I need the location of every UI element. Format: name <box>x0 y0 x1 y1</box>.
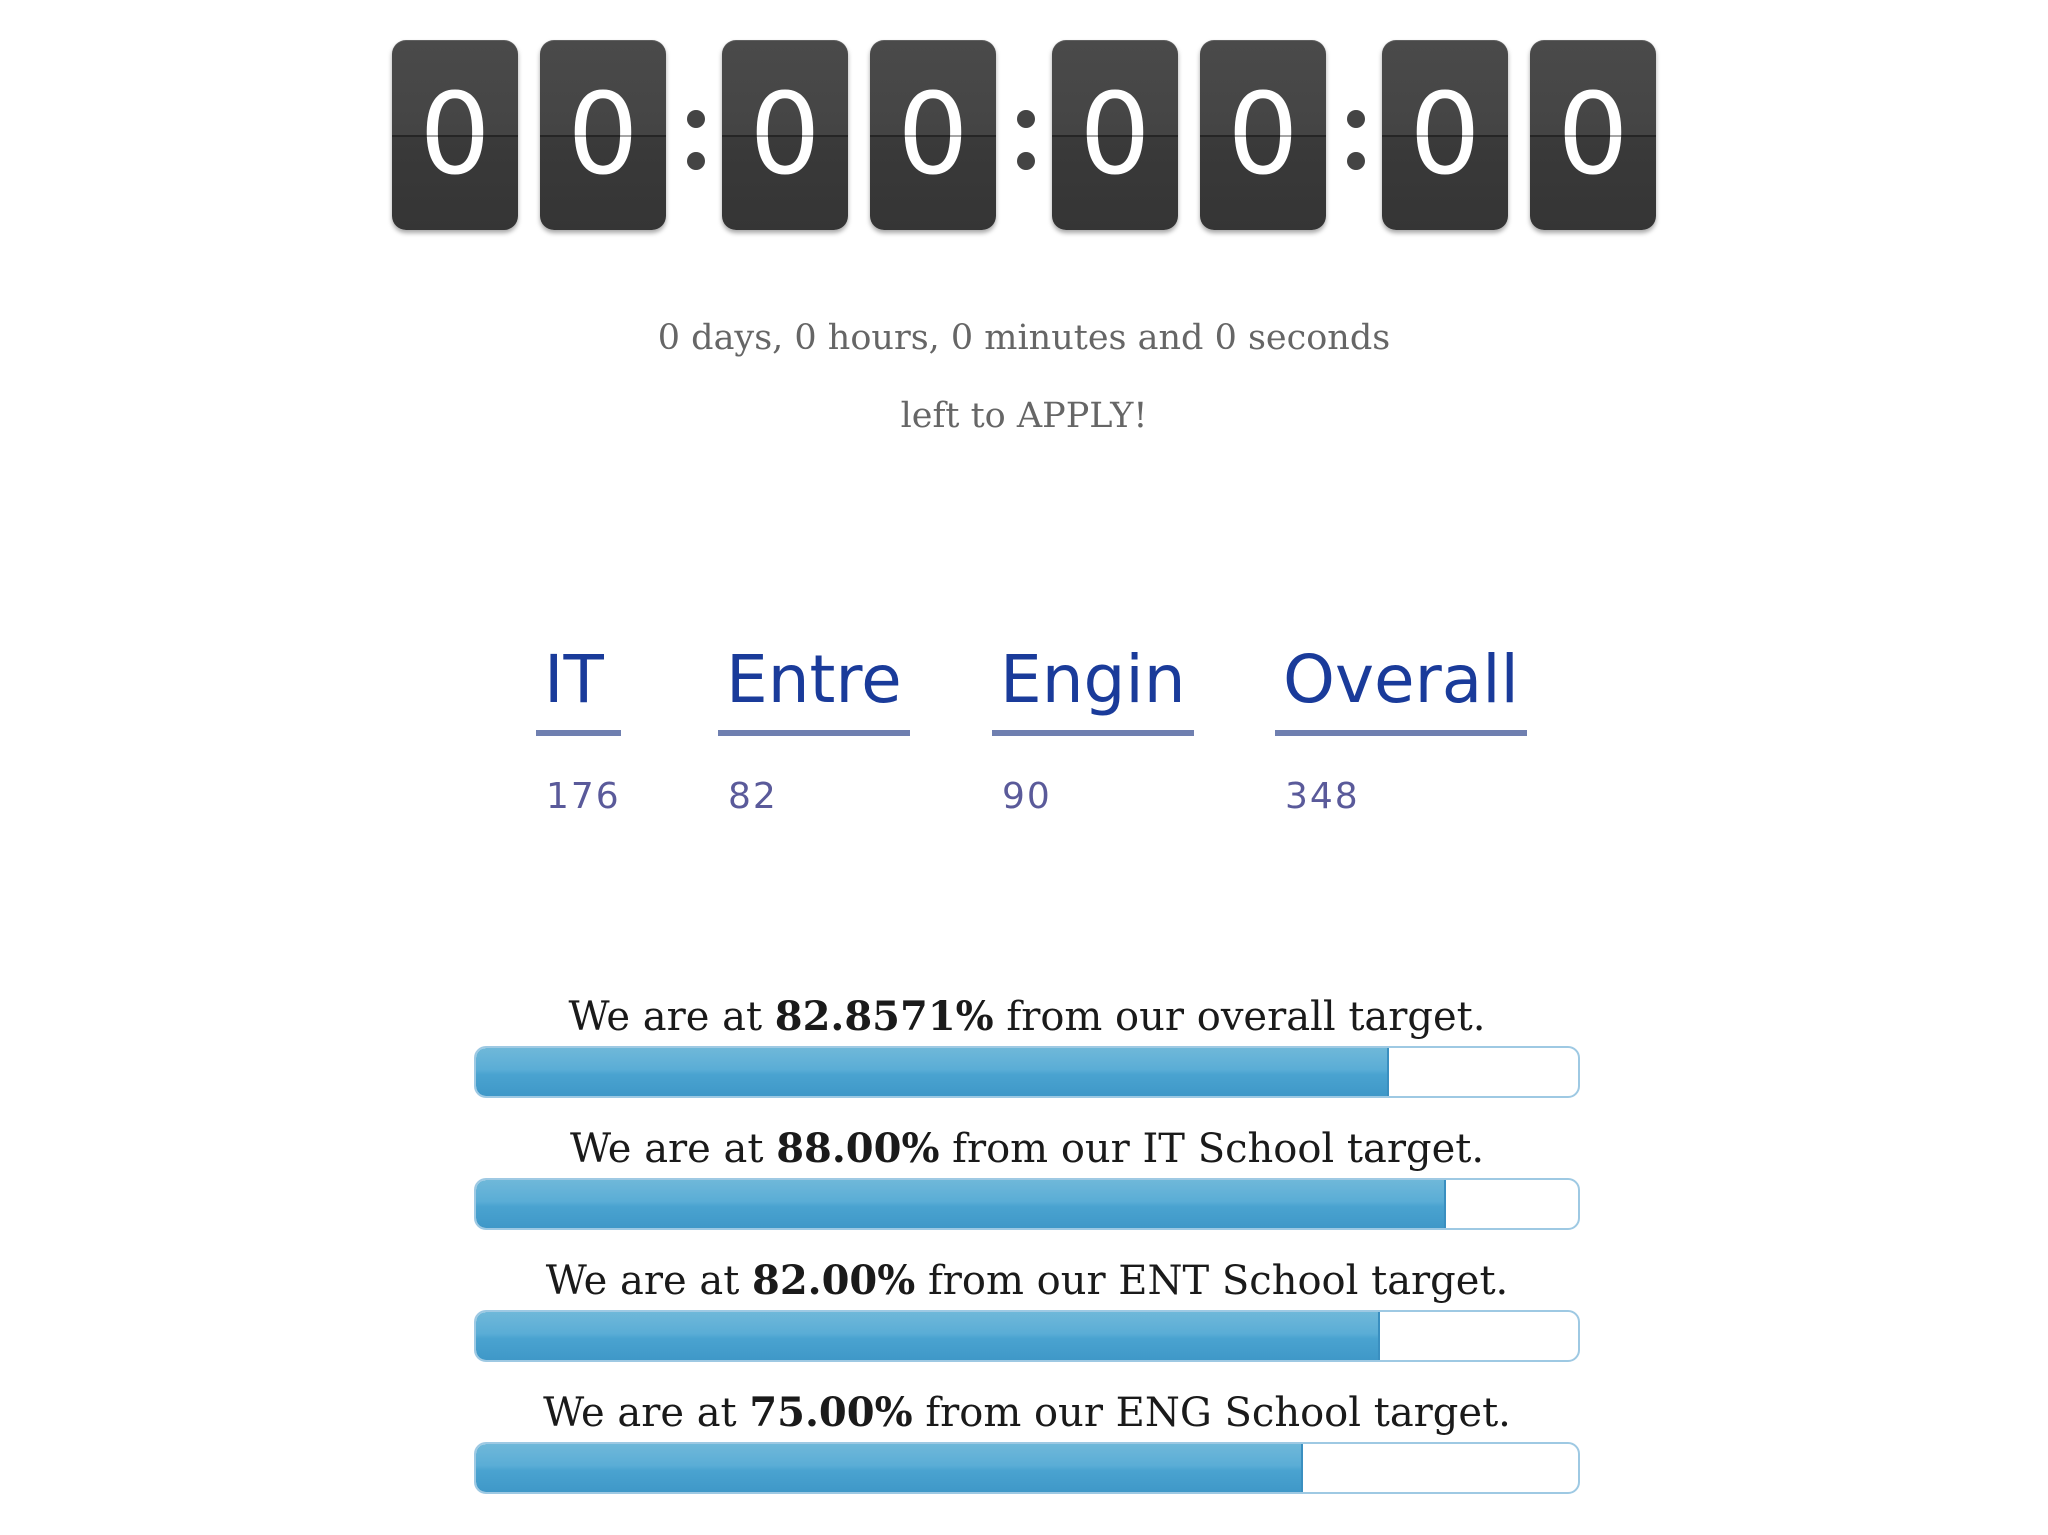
colon-dot <box>687 110 705 128</box>
progress-ent <box>474 1254 1580 1362</box>
progress-percent: 75.00% <box>749 1389 913 1436</box>
stat-entre <box>718 640 910 817</box>
progress-prefix: We are at <box>545 1258 752 1304</box>
progress-suffix: from our overall target. <box>993 994 1486 1040</box>
countdown-digit: 0 <box>1382 40 1508 230</box>
progress-bar <box>474 1178 1580 1230</box>
progress-suffix: from our IT School target. <box>939 1126 1485 1172</box>
progress-overall <box>474 990 1580 1098</box>
progress-bar <box>474 1442 1580 1494</box>
stat-heading: Entre <box>726 641 902 718</box>
progress-eng <box>474 1386 1580 1494</box>
colon-dot <box>1347 152 1365 170</box>
countdown-digit: 0 <box>722 40 848 230</box>
progress-percent: 82.8571% <box>774 993 994 1040</box>
progress-suffix: from our ENG School target. <box>912 1390 1511 1436</box>
progress-label <box>474 1386 1580 1440</box>
countdown-digit: 0 <box>392 40 518 230</box>
progress-fill <box>476 1048 1389 1096</box>
stat-value: 90 <box>1002 776 1052 817</box>
progress-prefix: We are at <box>543 1390 750 1436</box>
countdown-timer <box>392 40 1656 230</box>
colon-dot <box>1347 110 1365 128</box>
colon-dot <box>1017 152 1035 170</box>
stat-it <box>536 640 621 817</box>
colon-dot <box>687 152 705 170</box>
colon-separator <box>1339 40 1369 230</box>
colon-separator <box>1009 40 1039 230</box>
stat-overall <box>1275 640 1527 817</box>
stat-value: 348 <box>1285 776 1360 817</box>
stat-underline <box>992 730 1194 736</box>
progress-label <box>474 990 1580 1044</box>
progress-percent: 88.00% <box>776 1125 940 1172</box>
colon-dot <box>1017 110 1035 128</box>
application-stats <box>0 640 2048 840</box>
stat-value: 82 <box>728 776 778 817</box>
days-digits <box>392 40 666 230</box>
time-remaining-text: 0 days, 0 hours, 0 minutes and 0 seconds <box>657 318 1391 358</box>
progress-label <box>474 1122 1580 1176</box>
stat-engin <box>992 640 1194 817</box>
progress-fill <box>476 1312 1380 1360</box>
stat-heading: Engin <box>1000 641 1186 718</box>
stat-heading: IT <box>544 641 604 718</box>
seconds-digits <box>1382 40 1656 230</box>
countdown-digit: 0 <box>1200 40 1326 230</box>
progress-suffix: from our ENT School target. <box>915 1258 1509 1304</box>
countdown-digit: 0 <box>870 40 996 230</box>
countdown-digit: 0 <box>1530 40 1656 230</box>
countdown-digit: 0 <box>540 40 666 230</box>
progress-it <box>474 1122 1580 1230</box>
progress-bar <box>474 1046 1580 1098</box>
progress-label <box>474 1254 1580 1308</box>
stat-underline <box>718 730 910 736</box>
progress-prefix: We are at <box>568 994 775 1040</box>
stat-value: 176 <box>546 776 621 817</box>
hours-digits <box>722 40 996 230</box>
progress-prefix: We are at <box>569 1126 777 1172</box>
countdown-digit: 0 <box>1052 40 1178 230</box>
minutes-digits <box>1052 40 1326 230</box>
progress-percent: 82.00% <box>751 1257 916 1304</box>
progress-fill <box>476 1444 1303 1492</box>
stat-underline <box>1275 730 1527 736</box>
apply-message: left to APPLY! <box>900 396 1148 436</box>
progress-bar <box>474 1310 1580 1362</box>
colon-separator <box>679 40 709 230</box>
stat-heading: Overall <box>1283 641 1519 718</box>
progress-fill <box>476 1180 1446 1228</box>
stat-underline <box>536 730 621 736</box>
